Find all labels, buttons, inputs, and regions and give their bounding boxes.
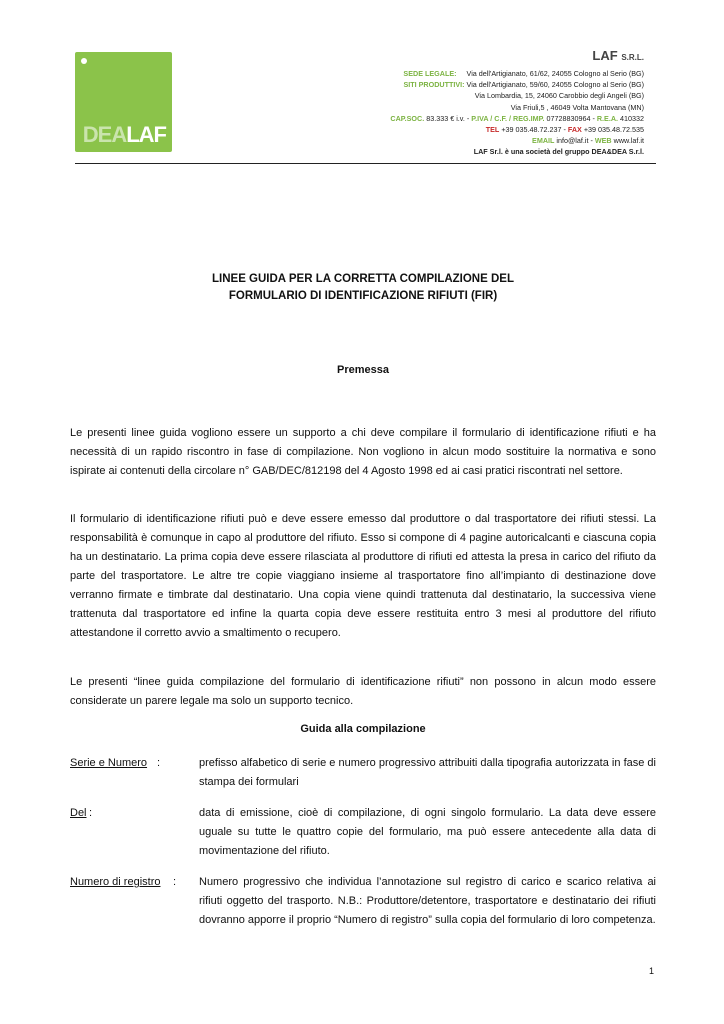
company-info: [390, 48, 644, 158]
title-line-1: LINEE GUIDA PER LA CORRETTA COMPILAZIONE DEL: [212, 273, 514, 285]
logo-wordmark: DEALAF: [82, 122, 166, 147]
fiscal-info: CAP.SOC. 83.333 € i.v. - P.IVA / C.F. / REG.IMP. 07728830964 - R.E.A. 410332: [390, 113, 644, 123]
guida-heading: Guida alla compilazione: [300, 723, 426, 735]
sede-legale: SEDE LEGALE: Via dell'Artigianato, 61/62, 24055 Cologno al Serio (BG): [403, 69, 644, 78]
company-logo: [75, 52, 172, 152]
siti-produttivi-2: Via Lombardia, 15, 24060 Carobbio degli Angeli (BG): [474, 91, 644, 101]
paragraph-formulario: Il formulario di identificazione rifiuti può e deve essere emesso dal produttore o dal trasportatore dei rifiuti stessi. La responsabilità è comunque in capo al produttore del rifiuto. Esso si compone di 4 pagine autoricalcanti e ciascuna copia ha un destinatario. La prima copia deve essere rilasciata al produttore di rifiuti ed attesta la presa in carico del rifiuto da parte del trasportatore. Le altre tre copie viaggiano insieme al trasportatore fino all’impianto di destinazione dove verranno firmate e timbrate dal destinatario. Una copia viene quindi trattenuta dal destinatario, la successiva viene trattenuta dal trasportatore ed infine la quarta copia deve essere restituita entro 3 mesi al produttore del rifiuto attestandone il corretto avvio a smaltimento o recupero.: [70, 513, 656, 639]
field-term: Numero di registro: [70, 876, 161, 888]
field-term: Del: [70, 807, 87, 819]
siti-produttivi-3: Via Friuli,5 , 46049 Volta Mantovana (MN): [510, 102, 644, 112]
siti-produttivi: SITI PRODUTTIVI: Via dell'Artigianato, 59/60, 24055 Cologno al Serio (BG): [403, 80, 644, 90]
document-title: [70, 271, 656, 305]
paragraph-intro: Le presenti linee guida vogliono essere un supporto a chi deve compilare il formulario di identificazione rifiuti e ha necessità di un rapido riscontro in fase di compilazione. Non vogliono in alcun modo sostituire la normativa e sono ispirate ai contenuti della circolare n° GAB/DEC/812198 del 4 Agosto 1998 ed ai casi pratici riscontrati nel settore.: [70, 427, 656, 477]
premessa-heading: Premessa: [337, 364, 389, 376]
field-colon: :: [157, 757, 161, 769]
field-term: Serie e Numero: [70, 757, 148, 769]
paragraph-disclaimer: Le presenti “linee guida compilazione del formulario di identificazione rifiuti” non possono in alcun modo essere considerate un parere legale ma solo un supporto tecnico.: [70, 676, 656, 707]
header-divider: [75, 163, 656, 164]
field-colon: :: [89, 807, 93, 819]
field-definition: prefisso alfabetico di serie e numero progressivo attribuiti dalla tipografia autorizzata in fase di stampa dei formulari: [199, 757, 656, 788]
phone-fax: TEL +39 035.48.72.237 - FAX +39 035.48.72.535: [485, 125, 644, 135]
field-colon: :: [173, 876, 177, 888]
title-line-2: FORMULARIO DI IDENTIFICAZIONE RIFIUTI (FIR): [228, 290, 498, 302]
group-note: LAF Sr.l. è una società del gruppo DEA&DEA S.r.l.: [473, 147, 644, 157]
email-web: EMAIL info@laf.it - WEB www.laf.it: [532, 136, 644, 146]
logo-dot-icon: [81, 58, 87, 64]
company-name: LAF S.R.L.: [592, 48, 644, 63]
page-number: 1: [648, 966, 654, 976]
field-definition: Numero progressivo che individua l’annotazione sul registro di carico e scarico relativa ai rifiuti oggetto del trasporto. N.B.: Produttore/detentore, trasportatore e destinatario dei rifiuti dovranno apporre il proprio “Numero di registro” sulla copia del formulario di loro competenza.: [199, 876, 656, 926]
field-definition: data di emissione, cioè di compilazione, di ogni singolo formulario. La data deve essere uguale su tutte le quattro copie del formulario, ma può essere antecedente alla data di movimentazione del rifiuto.: [199, 807, 656, 857]
